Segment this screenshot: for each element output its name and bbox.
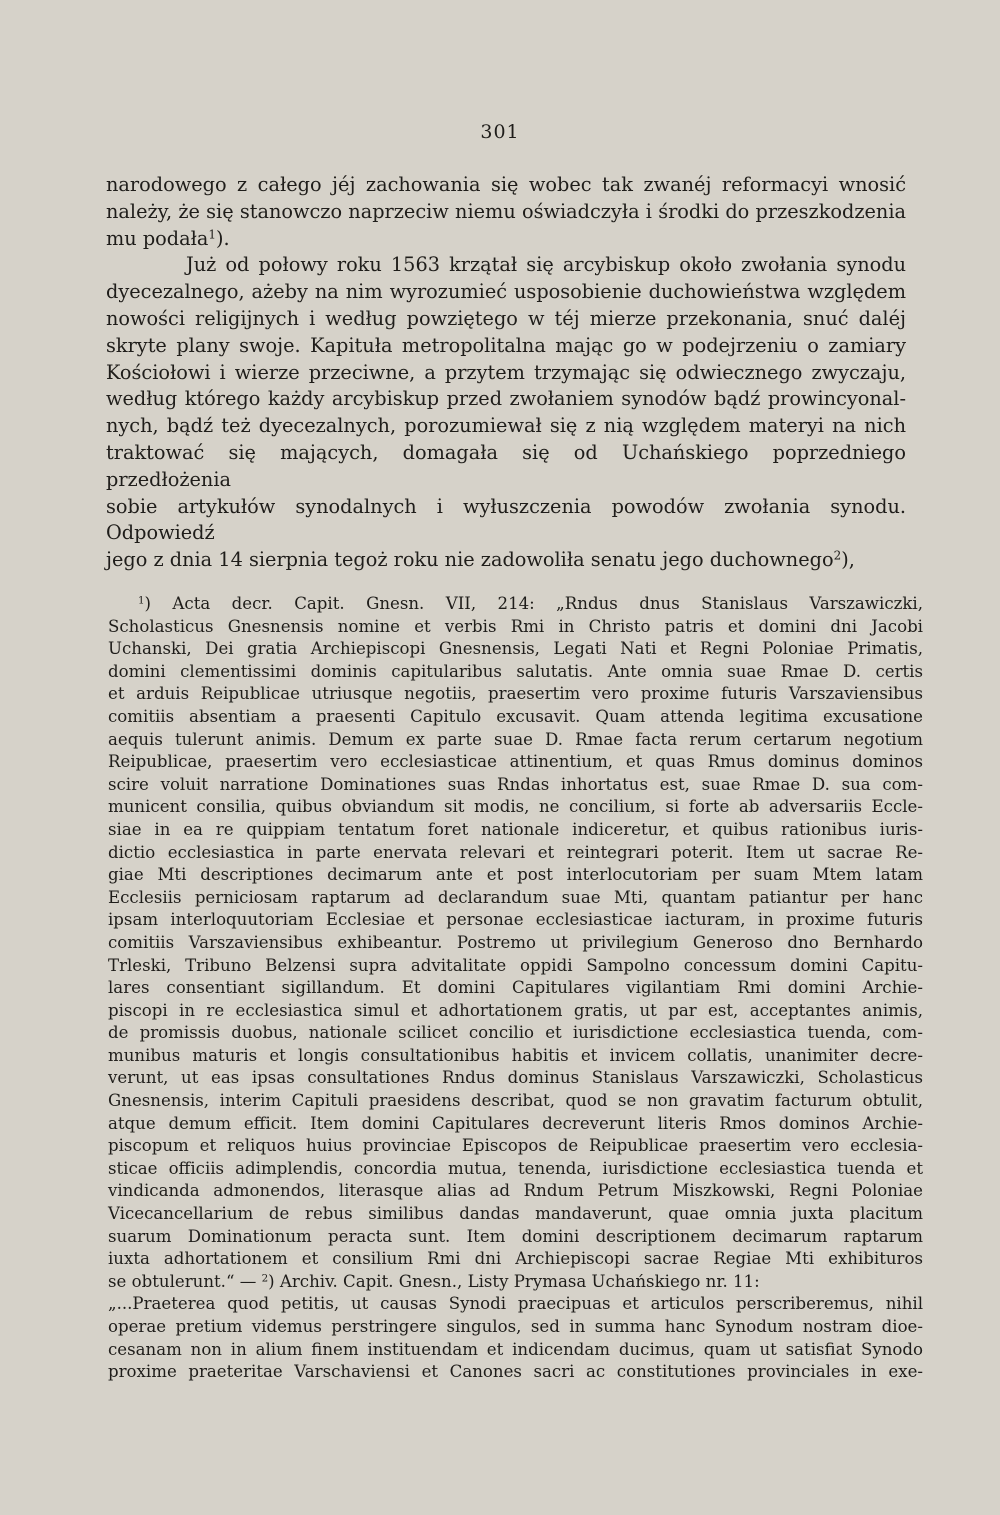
text-line: nych, bądź też dyecezalnych, porozumiewał się z nią względem materyi na nich	[106, 414, 906, 438]
footnote-line: dictio ecclesiastica in parte enervata relevari et reintegrari poterit. Item ut sacrae Re-	[108, 842, 923, 862]
footnote-line: comitiis absentiam a praesenti Capitulo excusavit. Quam attenda legitima excusatione	[108, 706, 923, 726]
text-fragment: mu podała	[106, 226, 209, 250]
text-line: Kościołowi i wierze przeciwne, a przytem trzymając się odwiecznego zwyczaju,	[106, 360, 906, 384]
footnote-line: vindicanda admonendos, literasque alias ad Rndum Petrum Miszkowski, Regni Poloniae	[108, 1181, 923, 1201]
text-line: mu podała$^1$).	[106, 226, 230, 250]
footnote-line: de promissis duobus, nationale scilicet concilio et iurisdictione ecclesiastica tuenda, com-	[108, 1023, 923, 1043]
footnote-line: Trleski, Tribuno Belzensi supra advitalitate oppidi Sampolno concessum domini Capitu-	[108, 955, 923, 975]
footnote-line: Vicecancellarium de rebus similibus dandas mandaverunt, quae omnia juxta placitum	[108, 1204, 923, 1224]
text-line: nowości religijnych i według powziętego w téj mierze przekonania, snuć daléj	[106, 306, 906, 330]
text-fragment: jego z dnia 14 sierpnia tegoż roku nie zadowoliła senatu jego duchownego	[106, 548, 834, 572]
footnote-line: aequis tulerunt animis. Demum ex parte suae D. Rmae facta rerum certarum negotium	[108, 729, 923, 749]
text-line: narodowego z całego jéj zachowania się wobec tak zwanéj reformacyi wnosić	[106, 173, 906, 196]
footnote-line: municent consilia, quibus obviandum sit modis, ne concilium, si forte ab adversariis Eccle-	[108, 797, 923, 817]
text-line: należy, że się stanowczo naprzeciw niemu oświadczyła i środki do przeszkodzenia	[106, 199, 906, 223]
footnote-line: „...Praeterea quod petitis, ut causas Synodi praecipuas et articulos perscriberemus, nihil	[108, 1294, 923, 1314]
text-fragment: ) Archiv. Capit. Gnesn., Listy Prymasa Uchańskiego nr. 11:	[268, 1271, 760, 1291]
footnote-line: domini clementissimi dominis capitularibus salutatis. Ante omnia suae Rmae D. certis	[108, 661, 923, 681]
footnote-line: Reipublicae, praesertim vero ecclesiasticae attinentium, et quas Rmus dominus dominos	[108, 752, 923, 772]
text-line: dyecezalnego, ażeby na nim wyrozumieć usposobienie duchowieństwa względem	[106, 280, 906, 304]
footnote-line: sticae officiis adimplendis, concordia mutua, tenenda, iurisdictione ecclesiastica tuenda et	[108, 1158, 923, 1178]
footnote-line: suarum Dominationum peracta sunt. Item domini descriptionem decimarum raptarum	[108, 1226, 923, 1246]
text-line: jego z dnia 14 sierpnia tegoż roku nie zadowoliła senatu jego duchownego$^2$),	[106, 548, 855, 572]
footnote-line: Uchanski, Dei gratia Archiepiscopi Gnesnensis, Legati Nati et Regni Poloniae Primatis,	[108, 639, 923, 659]
main-text	[106, 172, 906, 574]
footnote-line: atque demum efficit. Item domini Capitulares decreverunt literis Rmos dominos Archie-	[108, 1113, 923, 1133]
page-number: 301	[480, 121, 520, 143]
footnote-line: proxime praeteritae Varschaviensi et Canones sacri ac constitutiones provinciales in exe-	[108, 1362, 923, 1382]
footnote-line: iuxta adhortationem et consilium Rmi dni Archiepiscopi sacrae Regiae Mti exhibituros	[108, 1249, 923, 1269]
footnote-line: Scholasticus Gnesnensis nomine et verbis Rmi in Christo patris et domini dni Jacobi	[108, 616, 923, 636]
text-line: sobie artykułów synodalnych i wyłuszczenia powodów zwołania synodu. Odpowiedź	[106, 494, 906, 545]
footnote-line: ipsam interloquutoriam Ecclesiae et personae ecclesiasticae iacturam, in proxime futuris	[108, 910, 923, 930]
footnote-line: cesanam non in alium finem instituendam et indicendam ducimus, quam ut satisfiat Synodo	[108, 1339, 923, 1359]
footnote-line	[108, 1271, 923, 1294]
footnote-line: munibus maturis et longis consultationibus habitis et invicem collatis, unanimiter decre-	[108, 1045, 923, 1065]
footnote-ref: 1	[208, 227, 216, 242]
footnote-line: et arduis Reipublicae utriusque negotiis, praesertim vero proxime futuris Varszaviensibus	[108, 684, 923, 704]
footnote-line: lares consentiant sigillandum. Et domini Capitulares vigilantiam Rmi domini Archie-	[108, 978, 923, 998]
footnote-line: Gnesnensis, interim Capituli praesidens describat, quod se non gravatim facturum obtulit,	[108, 1091, 923, 1111]
footnote-line: comitiis Varszaviensibus exhibeantur. Postremo ut privilegium Generoso dno Bernhardo	[108, 932, 923, 952]
footnote-line: scire voluit narratione Dominationes suas Rndas inhortatus est, suae Rmae D. sua com-	[108, 774, 923, 794]
text-line: Już od połowy roku 1563 krzątał się arcybiskup około zwołania synodu	[186, 253, 906, 277]
footnote-line: giae Mti descriptiones decimarum ante et post interlocutoriam per suam Mtem latam	[108, 865, 923, 885]
text-fragment: se obtulerunt.“ —	[108, 1271, 262, 1291]
footnote-ref: 2	[833, 548, 842, 563]
text-line: traktować się mających, domagała się od Uchańskiego poprzedniego przedłożenia	[106, 440, 906, 491]
footnote-line: siae in ea re quippiam tentatum foret nationale indiceretur, et quibus rationibus iuris-	[108, 819, 923, 839]
footnote-line: piscopum et reliquos huius provinciae Episcopos de Reipublicae praesertim vero ecclesia-	[108, 1136, 923, 1156]
footnote-line: Ecclesiis perniciosam raptarum ad declarandum suae Mti, quantam patiantur per hanc	[108, 887, 923, 907]
footnote-mark: 2	[261, 1272, 269, 1285]
footnotes	[108, 593, 923, 1384]
text-line: skryte plany swoje. Kapituła metropolitalna mając go w podejrzeniu o zamiary	[106, 333, 906, 357]
text-line: według którego każdy arcybiskup przed zwołaniem synodów bądź prowincyonal-	[106, 387, 906, 411]
text-fragment: ) Acta decr. Capit. Gnesn. VII, 214: „Rndus dnus Stanislaus Varszawiczki,	[144, 594, 923, 613]
footnote-line: piscopi in re ecclesiastica simul et adhortationem gratis, ut par est, acceptantes animis,	[108, 1000, 923, 1020]
footnote-line	[108, 593, 923, 616]
footnote-mark: 1	[138, 594, 145, 607]
footnote-line: operae pretium videmus perstringere singulos, sed in summa hanc Synodum nostram dioe-	[108, 1317, 923, 1336]
footnote-line: verunt, ut eas ipsas consultationes Rndus dominus Stanislaus Varszawiczki, Scholasticus	[108, 1068, 923, 1088]
